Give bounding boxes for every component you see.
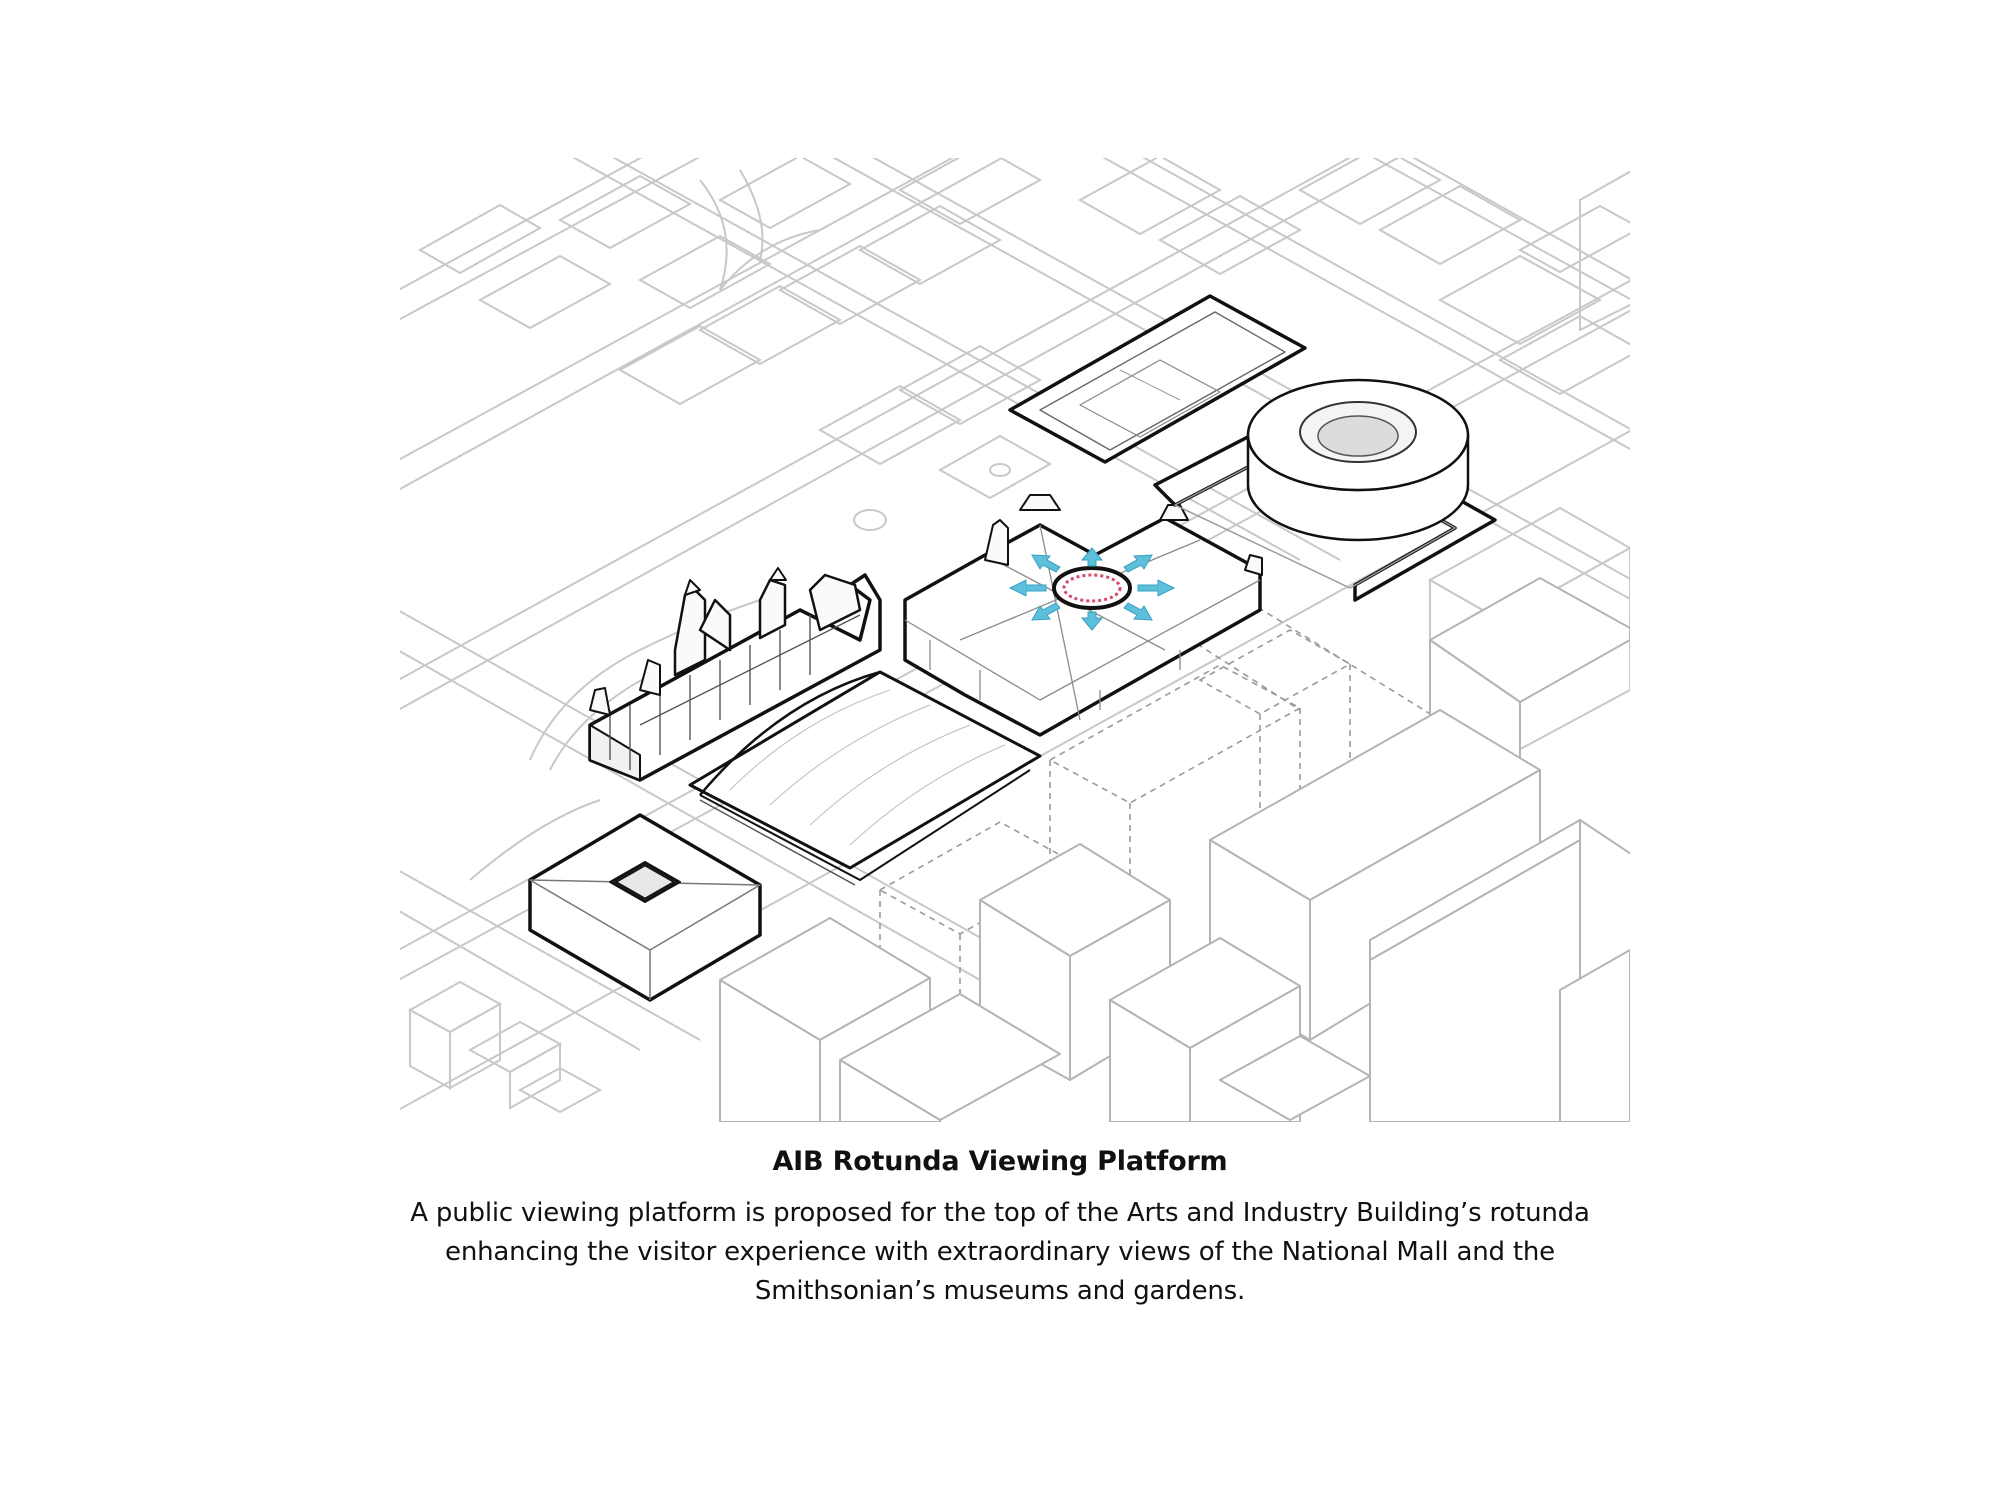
caption-line: enhancing the visitor experience with extraordinary views of the National Mall and the <box>445 1237 1555 1267</box>
hirshhorn-drum <box>1248 380 1468 540</box>
caption-title: AIB Rotunda Viewing Platform <box>772 1146 1228 1177</box>
caption-body <box>300 1194 1700 1311</box>
caption-line: A public viewing platform is proposed for the top of the Arts and Industry Building’s rotunda <box>410 1198 1590 1228</box>
courtyard-building <box>530 815 760 1000</box>
viewing-platform <box>1010 548 1174 630</box>
arts-and-industries-building <box>905 495 1262 735</box>
caption-line: Smithsonian’s museums and gardens. <box>754 1276 1246 1306</box>
